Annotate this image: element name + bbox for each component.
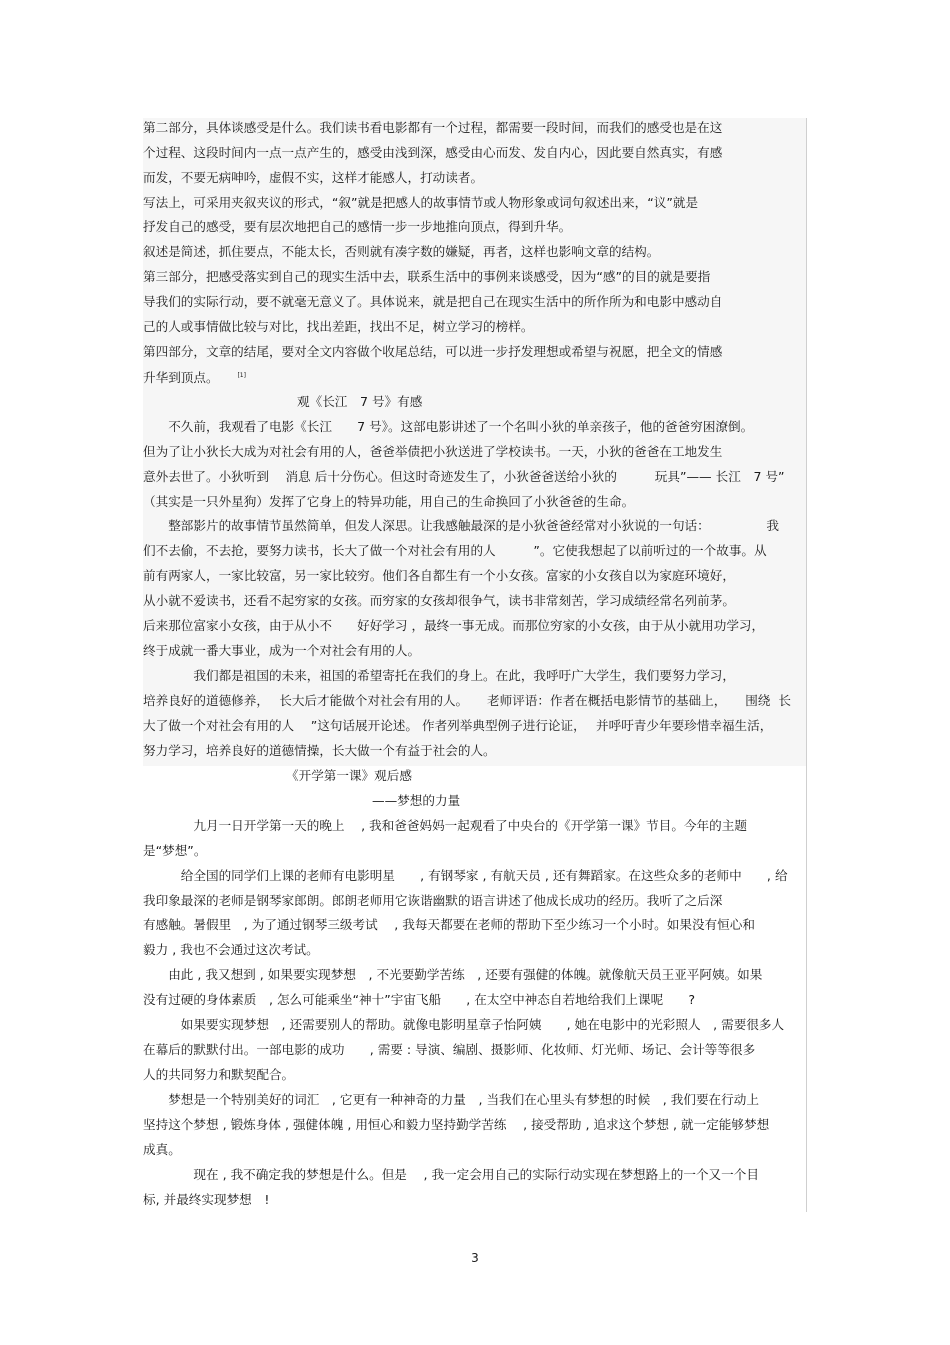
essay-subtitle: ——梦想的力量 bbox=[372, 793, 461, 808]
paragraph-line: 在幕后的默默付出。一部电影的成功 , 需要 : 导演、编剧、摄影师、化妆师、灯光师、场记、会计等等很多 bbox=[143, 1042, 756, 1057]
paragraph-line: 如果要实现梦想 , 还需要别人的帮助。就像电影明星章子怡阿姨 , 她在电影中的光彩照人 , 需要很多人 bbox=[143, 1017, 785, 1032]
paragraph-line: 从小就不爱读书，还看不起穷家的女孩。而穷家的女孩却很争气，读书非常刻苦，学习成绩经常名列前茅。 bbox=[143, 593, 735, 608]
right-margin-rule bbox=[806, 118, 807, 1212]
paragraph-line: 梦想是一个特别美好的词汇 , 它更有一种神奇的力量 , 当我们在心里头有梦想的时候 , 我们要在行动上 bbox=[143, 1092, 759, 1107]
paragraph-line: 我印象最深的老师是钢琴家郎朗。郎朗老师用它诙谐幽默的语言讲述了他成长成功的经历。我听了之后深 bbox=[143, 893, 723, 908]
paragraph-line: 们不去偷，不去抢，要努力读书，长大了做一个对社会有用的人 ”。它使我想起了以前听过的一个故事。从 bbox=[143, 543, 767, 558]
paragraph-line bbox=[143, 368, 246, 386]
paragraph-line: 九月一日开学第一天的晚上 , 我和爸爸妈妈一起观看了中央台的《开学第一课》节目。今年的主题 bbox=[143, 818, 747, 833]
paragraph-line: 坚持这个梦想 , 锻炼身体 , 强健体魄 , 用恒心和毅力坚持勤学苦练 , 接受帮助 , 追求这个梦想 , 就一定能够梦想 bbox=[143, 1117, 770, 1132]
paragraph-line: 有感触。暑假里 , 为了通过钢琴三级考试 , 我每天都要在老师的帮助下至少练习一个小时。如果没有恒心和 bbox=[143, 917, 755, 932]
paragraph-line: 前有两家人，一家比较富，另一家比较穷。他们各自都生有一个小女孩。富家的小女孩自以为家庭环境好， bbox=[143, 568, 735, 583]
paragraph-line: 现在 , 我不确定我的梦想是什么。但是 , 我一定会用自己的实际行动实现在梦想路上的一个又一个目 bbox=[143, 1167, 759, 1182]
footnote-mark: [1] bbox=[237, 372, 246, 379]
page-number: 3 bbox=[471, 1251, 479, 1265]
essay-title: 《开学第一课》观后感 bbox=[286, 768, 412, 783]
paragraph-line: 写法上，可采用夹叙夹议的形式，“叙”就是把感人的故事情节或人物形象或词句叙述出来，“议”就是 bbox=[143, 195, 699, 210]
paragraph-line: 大了做一个对社会有用的人 ”这句话展开论述。 作者列举典型例子进行论证， 并呼吁青少年要珍惜幸福生活， bbox=[143, 718, 773, 733]
paragraph-line: 人的共同努力和默契配合。 bbox=[143, 1067, 295, 1082]
paragraph-line: 第二部分，具体谈感受是什么。我们读书看电影都有一个过程，都需要一段时间，而我们的感受也是在这 bbox=[143, 120, 723, 135]
paragraph-line: 努力学习，培养良好的道德情操，长大做一个有益于社会的人。 bbox=[143, 743, 496, 758]
paragraph-line: 第三部分，把感受落实到自己的现实生活中去，联系生活中的事例来谈感受，因为“感”的目的就是要指 bbox=[143, 269, 711, 284]
paragraph-line: 个过程、这段时间内一点一点产生的，感受由浅到深，感受由心而发、发自内心，因此要自然真实，有感 bbox=[143, 145, 723, 160]
paragraph-line: 不久前，我观看了电影《长江 7 号》。这部电影讲述了一个名叫小狄的单亲孩子，他的爸爸穷困潦倒。 bbox=[143, 419, 754, 434]
paragraph-line: 而发，不要无病呻吟，虚假不实，这样才能感人，打动读者。 bbox=[143, 170, 484, 185]
paragraph-line: 毅力 , 我也不会通过这次考试。 bbox=[143, 942, 319, 957]
paragraph-line: （其实是一只外星狗）发挥了它身上的特异功能，用自己的生命换回了小狄爸爸的生命。 bbox=[143, 494, 635, 509]
paragraph-line: 没有过硬的身体素质 , 怎么可能乘坐“神十”宇宙飞船 , 在太空中神态自若地给我们上课呢 ? bbox=[143, 992, 696, 1007]
paragraph-line: 终于成就一番大事业，成为一个对社会有用的人。 bbox=[143, 643, 421, 658]
paragraph-line: 第四部分，文章的结尾，要对全文内容做个收尾总结，可以进一步抒发理想或希望与祝愿，把全文的情感 bbox=[143, 344, 723, 359]
paragraph-line: 导我们的实际行动，要不就毫无意义了。具体说来，就是把自己在现实生活中的所作所为和电影中感动自 bbox=[143, 294, 723, 309]
paragraph-line: 后来那位富家小女孩，由于从小不 好好学习 ，最终一事无成。而那位穷家的小女孩，由于从小就用功学习， bbox=[143, 618, 765, 633]
paragraph-line: 标, 并最终实现梦想 ! bbox=[143, 1192, 270, 1207]
paragraph-line: 抒发自己的感受，要有层次地把自己的感情一步一步地推向顶点，得到升华。 bbox=[143, 219, 572, 234]
paragraph-line: 给全国的同学们上课的老师有电影明星 , 有钢琴家 , 有航天员 , 还有舞蹈家。在这些众多的老师中 , 给 bbox=[143, 868, 788, 883]
paragraph-line: 成真。 bbox=[143, 1142, 181, 1157]
paragraph-text: 升华到顶点。 bbox=[143, 370, 213, 386]
paragraph-line: 是“梦想”。 bbox=[143, 843, 207, 858]
paragraph-line: 意外去世了。小狄听到 消息 后十分伤心。但这时奇迹发生了，小狄爸爸送给小狄的 玩具”—— 长江 7 号” bbox=[143, 469, 785, 484]
essay-title: 观《长江 7 号》有感 bbox=[297, 394, 423, 409]
paragraph-line: 我们都是祖国的未来，祖国的希望寄托在我们的身上。在此，我呼吁广大学生，我们要努力学习， bbox=[143, 668, 735, 683]
paragraph-line: 整部影片的故事情节虽然简单，但发人深思。让我感触最深的是小狄爸爸经常对小狄说的一句话： 我 bbox=[143, 518, 779, 533]
paragraph-line: 培养良好的道德修养， 长大后才能做个对社会有用的人。 老师评语：作者在概括电影情节的基础上， 围绕 长 bbox=[143, 693, 791, 708]
paragraph-line: 但为了让小狄长大成为对社会有用的人，爸爸举债把小狄送进了学校读书。一天，小狄的爸爸在工地发生 bbox=[143, 444, 723, 459]
paragraph-line: 叙述是简述，抓住要点，不能太长，否则就有凑字数的嫌疑，再者，这样也影响文章的结构。 bbox=[143, 244, 660, 259]
paragraph-line: 由此 , 我又想到 , 如果要实现梦想 , 不光要勤学苦练 , 还要有强健的体魄。就像航天员王亚平阿姨。如果 bbox=[143, 967, 763, 982]
paragraph-line: 己的人或事情做比较与对比，找出差距，找出不足，树立学习的榜样。 bbox=[143, 319, 534, 334]
